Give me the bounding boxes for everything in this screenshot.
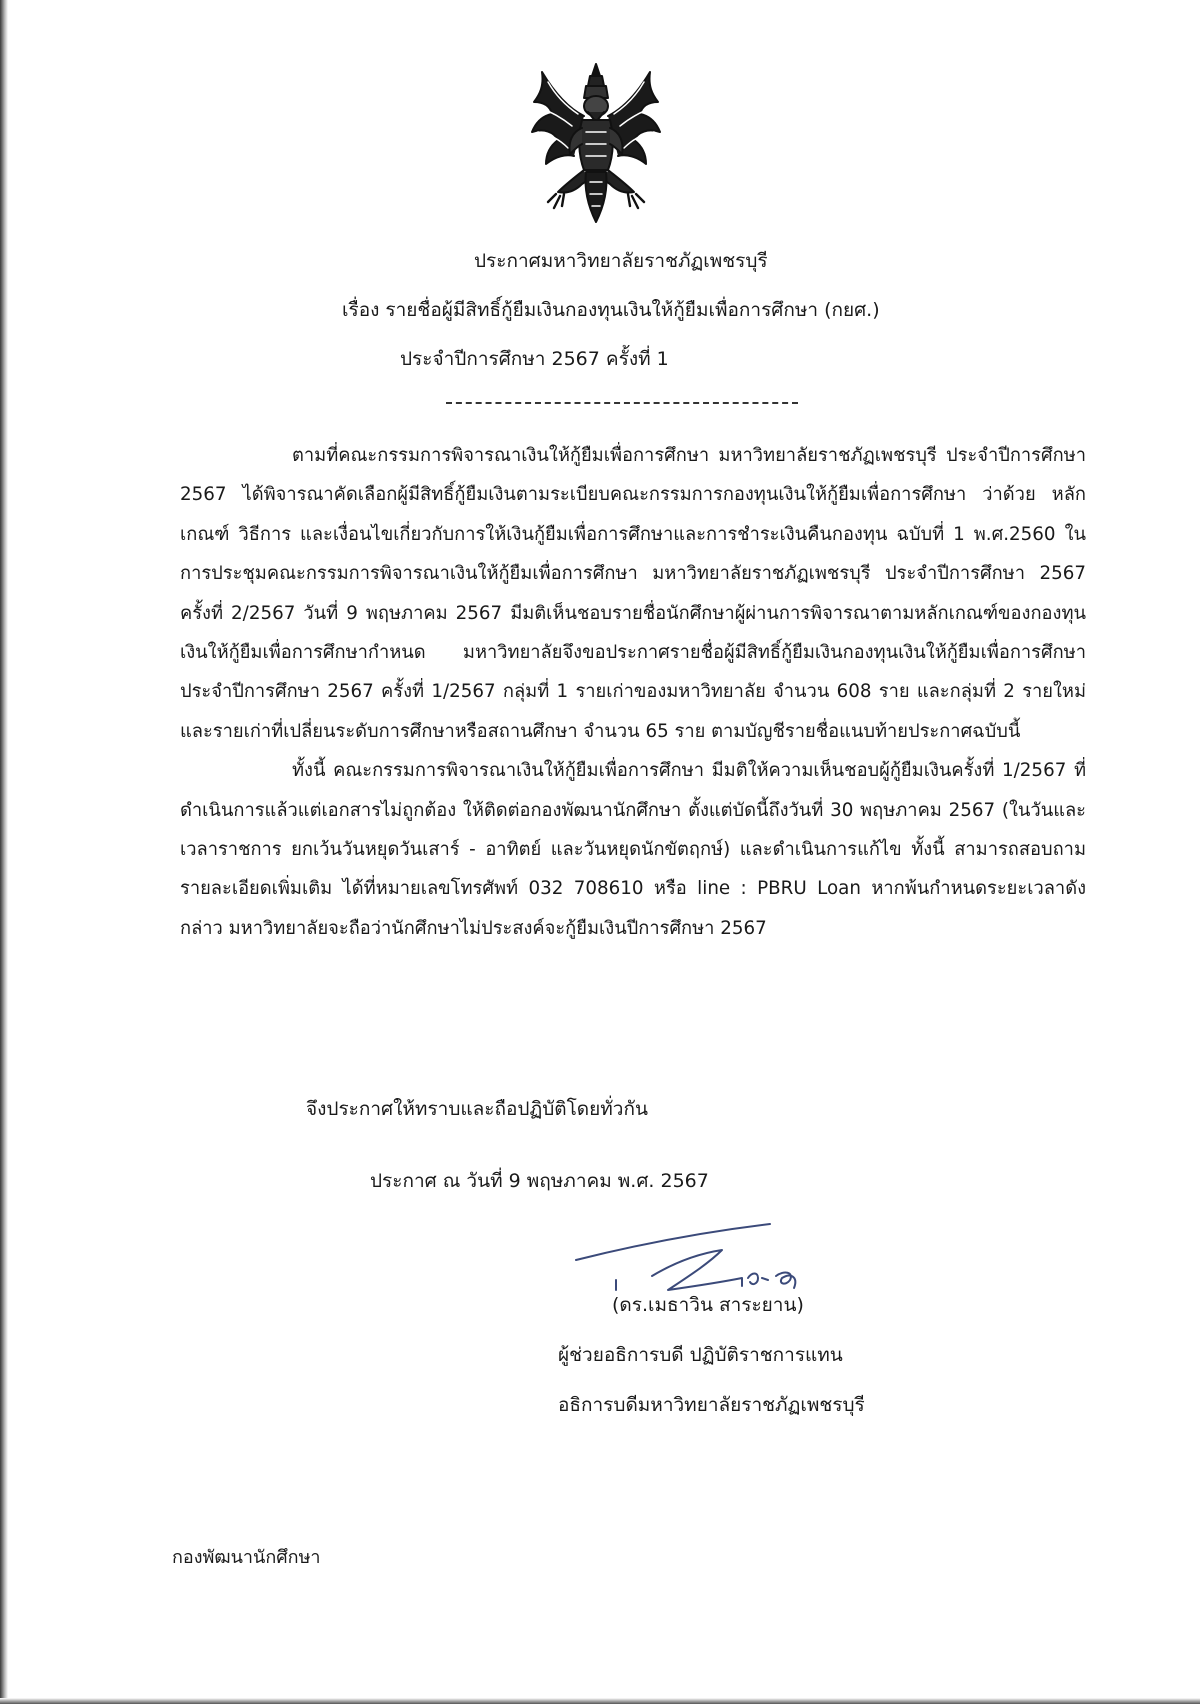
signatory-position-1: ผู้ช่วยอธิการบดี ปฏิบัติราชการแทน xyxy=(558,1344,843,1366)
garuda-emblem-icon xyxy=(528,62,664,230)
body-paragraph-1: ตามที่คณะกรรมการพิจารณาเงินให้กู้ยืมเพื่อการศึกษา มหาวิทยาลัยราชภัฏเพชรบุรี ประจำปีการศึกษา 2567 ได้พิจารณาคัดเลือกผู้มีสิทธิ์กู้ยืมเงินตามระเบียบคณะกรรมการกองทุนเงินให้กู้ยืมเพื่อการศึกษา ว่าด้วย หลักเกณฑ์ วิธีการ และเงื่อนไขเกี่ยวกับการให้เงินกู้ยืมเพื่อการศึกษาและการชำระเงินคืนกองทุน ฉบับที่ 1 พ.ศ.2560 ในการประชุมคณะกรรมการพิจารณาเงินให้กู้ยืมเพื่อการศึกษา มหาวิทยาลัยราชภัฏเพชรบุรี ประจำปีการศึกษา 2567 ครั้งที่ 2/2567 วันที่ 9 พฤษภาคม 2567 มีมติเห็นชอบรายชื่อนักศึกษาผู้ผ่านการพิจารณาตามหลักเกณฑ์ของกองทุนเงินให้กู้ยืมเพื่อการศึกษากำหนด มหาวิทยาลัยจึงขอประกาศรายชื่อผู้มีสิทธิ์กู้ยืมเงินกองทุนเงินให้กู้ยืมเพื่อการศึกษา ประจำปีการศึกษา 2567 ครั้งที่ 1/2567 กลุ่มที่ 1 รายเก่าของมหาวิทยาลัย จำนวน 608 ราย และกลุ่มที่ 2 รายใหม่และรายเก่าที่เปลี่ยนระดับการศึกษาหรือสถานศึกษา จำนวน 65 ราย ตามบัญชีรายชื่อแนบท้ายประกาศฉบับนี้ xyxy=(180,445,1086,742)
header-subject: เรื่อง รายชื่อผู้มีสิทธิ์กู้ยืมเงินกองทุนเงินให้กู้ยืมเพื่อการศึกษา (กยศ.) xyxy=(342,299,880,321)
scan-edge-left xyxy=(0,0,8,1704)
header-academic-year: ประจำปีการศึกษา 2567 ครั้งที่ 1 xyxy=(400,348,669,370)
signatory-position-2: อธิการบดีมหาวิทยาลัยราชภัฏเพชรบุรี xyxy=(558,1394,865,1416)
closing-statement: จึงประกาศให้ทราบและถือปฏิบัติโดยทั่วกัน xyxy=(306,1098,648,1120)
header-title: ประกาศมหาวิทยาลัยราชภัฏเพชรบุรี xyxy=(474,250,768,272)
announcement-body xyxy=(180,436,1086,948)
signature-image xyxy=(572,1220,862,1300)
signatory-name: (ดร.เมธาวิน สาระยาน) xyxy=(612,1294,804,1316)
announcement-date: ประกาศ ณ วันที่ 9 พฤษภาคม พ.ศ. 2567 xyxy=(370,1170,709,1192)
footer-department: กองพัฒนานักศึกษา xyxy=(172,1547,321,1568)
body-paragraph-2: ทั้งนี้ คณะกรรมการพิจารณาเงินให้กู้ยืมเพื่อการศึกษา มีมติให้ความเห็นชอบผู้กู้ยืมเงินครั้งที่ 1/2567 ที่ดำเนินการแล้วแต่เอกสารไม่ถูกต้อง ให้ติดต่อกองพัฒนานักศึกษา ตั้งแต่บัดนี้ถึงวันที่ 30 พฤษภาคม 2567 (ในวันและเวลาราชการ ยกเว้นวันหยุดวันเสาร์ - อาทิตย์ และวันหยุดนักขัตฤกษ์) และดำเนินการแก้ไข ทั้งนี้ สามารถสอบถามรายละเอียดเพิ่มเติม ได้ที่หมายเลขโทรศัพท์ 032 708610 หรือ line : PBRU Loan หากพ้นกำหนดระยะเวลาดังกล่าว มหาวิทยาลัยจะถือว่านักศึกษาไม่ประสงค์จะกู้ยืมเงินปีการศึกษา 2567 xyxy=(180,760,1086,939)
scan-edge-bottom xyxy=(0,1698,1200,1704)
header-divider xyxy=(446,402,798,404)
